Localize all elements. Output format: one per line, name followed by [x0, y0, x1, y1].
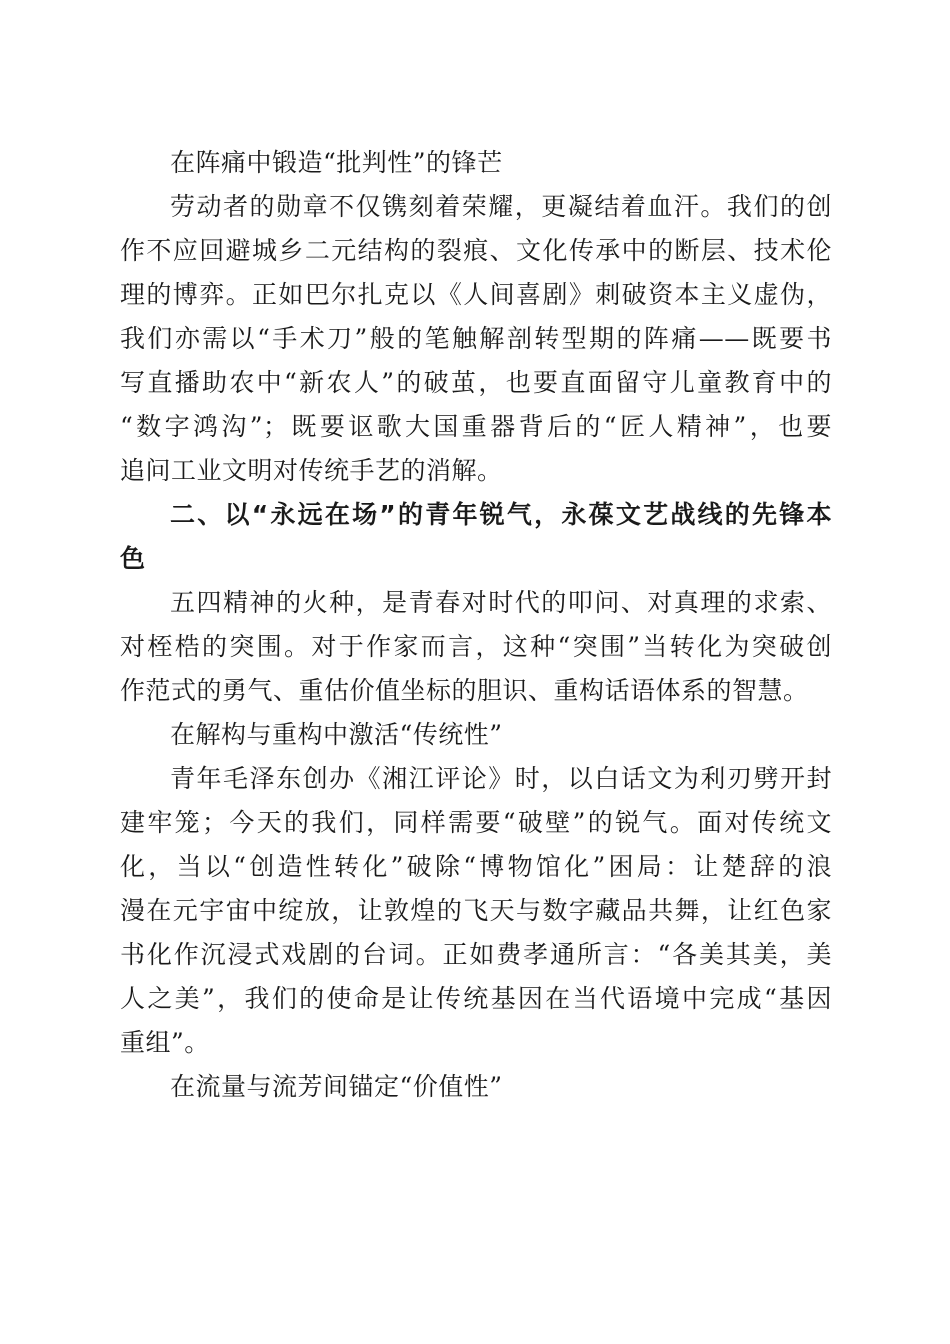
paragraph-line: 我们亦需以“手术刀”般的笔触解剖转型期的阵痛——既要书 [120, 324, 832, 353]
paragraph-line: 作不应回避城乡二元结构的裂痕、文化传承中的断层、技术伦 [120, 236, 832, 265]
section-heading-two [120, 493, 832, 581]
paragraph-line: 青年毛泽东创办《湘江评论》时，以白话文为利刃劈开封 [170, 764, 832, 793]
heading-line: 色 [120, 544, 146, 573]
paragraph-line: 劳动者的勋章不仅镌刻着荣耀，更凝结着血汗。我们的创 [170, 192, 832, 221]
paragraph-line: 书化作沉浸式戏剧的台词。正如费孝通所言：“各美其美，美 [120, 940, 832, 969]
paragraph-line: 重组”。 [120, 1028, 210, 1057]
paragraph-xiangjiang-review [120, 757, 832, 1065]
document-body [120, 141, 832, 1109]
paragraph-line: 理的博弈。正如巴尔扎克以《人间喜剧》刺破资本主义虚伪， [120, 280, 832, 309]
paragraph-line: 对桎梏的突围。对于作家而言，这种“突围”当转化为突破创 [120, 632, 832, 661]
paragraph-line: “数字鸿沟”；既要讴歌大国重器背后的“匠人精神”，也要 [120, 412, 832, 441]
subheading-value: 在流量与流芳间锚定“价值性” [170, 1072, 503, 1101]
subheading-tradition: 在解构与重构中激活“传统性” [170, 720, 503, 749]
paragraph-line: 作范式的勇气、重估价值坐标的胆识、重构话语体系的智慧。 [120, 676, 809, 705]
paragraph-line: 化，当以“创造性转化”破除“博物馆化”困局：让楚辞的浪 [120, 852, 832, 881]
paragraph-line: 建牢笼；今天的我们，同样需要“破壁”的锐气。面对传统文 [120, 808, 832, 837]
paragraph-line: 人之美”，我们的使命是让传统基因在当代语境中完成“基因 [120, 984, 832, 1013]
paragraph-may-fourth [120, 581, 832, 713]
paragraph-line: 五四精神的火种，是青春对时代的叩问、对真理的求索、 [170, 588, 832, 617]
heading-line: 二、以“永远在场”的青年锐气，永葆文艺战线的先锋本 [170, 500, 832, 529]
paragraph-line: 追问工业文明对传统手艺的消解。 [120, 456, 503, 485]
paragraph-line: 写直播助农中“新农人”的破茧，也要直面留守儿童教育中的 [120, 368, 832, 397]
subheading-critical-edge: 在阵痛中锻造“批判性”的锋芒 [170, 148, 503, 177]
paragraph-labor-medal [120, 185, 832, 493]
paragraph-line: 漫在元宇宙中绽放，让敦煌的飞天与数字藏品共舞，让红色家 [120, 896, 832, 925]
